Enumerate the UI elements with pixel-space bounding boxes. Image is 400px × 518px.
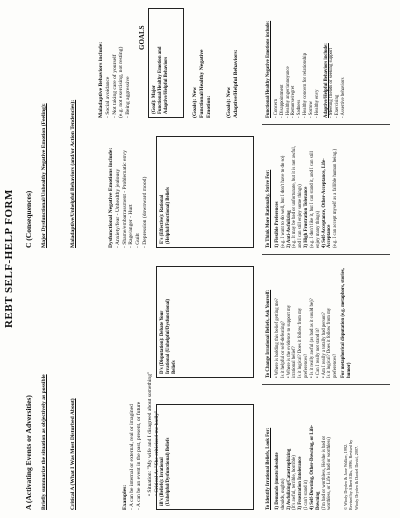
new-behaviors-text: (Goals): New	[226, 86, 232, 118]
ib-hint-line: 2) Awfulizing/Catastrophizing	[286, 448, 292, 510]
ib-hint-line: (I can't stand it)	[304, 479, 310, 510]
healthy-emotion-item: - Healthy anger/annoyance	[285, 66, 291, 118]
maladaptive-behaviors-list	[98, 42, 132, 118]
behavior-item: - Not taking care of yourself	[111, 54, 118, 118]
adaptive-behavior-item: - Meeting friends or seeking support	[329, 48, 335, 118]
d-hint-line: • Am I really a totally bad person?	[321, 312, 327, 378]
d-hint-line: Is it logical? Does it follow from my	[327, 307, 333, 378]
e-hint-line: 4) Self-Acceptance, Other-Acceptance, Life-	[321, 158, 327, 248]
e-hint-line: and I can still enjoy some things)	[298, 184, 304, 248]
goal-box-title: (Goal): Major	[152, 85, 157, 114]
d-box[interactable]	[156, 266, 254, 378]
d-hint-line: • Can I really not stand it?	[315, 327, 321, 378]
situation-line: • Situation: "My wife and I disagreed about something"	[147, 371, 154, 496]
e-hint-line: (e.g. It may be bad or unfortunate, but it is not awful,	[292, 146, 298, 248]
ib-hint-line: (I'm bad or worthless, He/she is bad or	[321, 435, 327, 510]
behavior-item: - Social avoidance	[104, 76, 111, 118]
d-box-title: Irrational (Unhelpful/Dysfunctional)	[165, 298, 171, 374]
e-hints-title: To Think More Rationally, Strive For:	[266, 169, 271, 248]
d-box-title: Beliefs	[171, 360, 177, 374]
d-box-title: D's (Disputation): Debate Your	[160, 310, 165, 374]
goal-box-title: Functional/Healthy Emotion and	[157, 46, 163, 114]
goal-box[interactable]	[148, 8, 184, 118]
c-header: C (Consequences)	[24, 190, 33, 248]
goals-label: GOALS	[138, 25, 146, 50]
copyright-line: Windy Dryden & Daniel David, 2007.	[353, 445, 359, 510]
new-behaviors-label	[226, 49, 240, 118]
behavior-item: - Being aggressive	[125, 76, 132, 118]
ib-box[interactable]	[156, 404, 254, 510]
ib-hint-line: 4) Self-Downing, Other-Downing, or Life-	[309, 424, 315, 510]
ib-hints	[266, 425, 359, 510]
column-divider	[262, 384, 390, 385]
healthy-emotion-item: - Remorse/regret	[291, 85, 297, 118]
new-behaviors-text: Adaptive/Helpful Behaviors:	[232, 49, 239, 118]
example-line: - A can be internal or external, real or imagined	[128, 404, 135, 510]
column-divider	[262, 124, 390, 125]
healthy-emotion-item: - Healthy envy	[314, 89, 320, 118]
adaptive-behaviors-title: Adaptive/Helpful Behaviors include:	[323, 43, 329, 118]
d-hint-line: • Where is the evidence to support my	[286, 304, 292, 378]
new-emotion-text: Functional/Healthy Negative	[198, 49, 205, 118]
ib-hints-title: To Identify Irrational Beliefs, Look For:	[266, 427, 271, 510]
copyright-line: Revised by Albert Ellis, 1996. Revised by	[348, 439, 354, 510]
ib-box-title: iB's (Beliefs): Irrational	[160, 457, 165, 506]
column-divider	[262, 254, 390, 255]
neg-emotion-item: - Guilt	[135, 233, 142, 248]
d-hints-title: To Change Irrational Beliefs, Ask Yourself:	[266, 289, 271, 378]
healthy-emotion-item: - Sorrow	[308, 101, 314, 118]
d-hint-line: For metaphorical disputation (e.g. metaphors, stories, humor)	[341, 268, 352, 378]
ib-hint-line: (It's awful, terrible, horrible)	[292, 455, 298, 510]
copyright-line: © Windy Dryden & Jane Walker, 1992.	[343, 443, 349, 510]
new-emotion-text: Emotion:	[205, 95, 212, 118]
e-hint-line: 1) Flexible Preferences	[274, 201, 280, 248]
d-hint-line: • Is it really awful (as bad as it could be)?	[309, 298, 315, 378]
d-hint-line: irrational belief?	[292, 346, 298, 378]
c-major-label: Major Dysfunctional/Unhealthy Negative Emotion (Feeling):	[41, 103, 47, 248]
e-hint-line: (e.g. I can accept myself as a fallible human being.)	[333, 148, 339, 248]
e-hint-line: enjoy many things)	[315, 210, 321, 248]
examples-label: Examples:	[122, 484, 128, 510]
goal-box-title: Adaptive/Helpful Behaviors	[163, 56, 169, 114]
e-box-title: E's (Effective): Rational	[160, 194, 165, 244]
e-hint-line: 3) High Frustration Tolerance	[304, 186, 310, 248]
ib-hint-line: worthless, or Life is bad or worthless)	[327, 437, 333, 510]
neg-emotions-title: Dysfunctional Negative Emotions include:	[108, 147, 114, 248]
healthy-emotion-item: - Concern	[273, 98, 279, 118]
ib-box-title: (Unhelpful/Dysfunctional) Beliefs	[165, 437, 171, 506]
neg-emotion-item: - Rage/anger - Hurt	[128, 204, 135, 248]
adaptive-behavior-item: - Assertive behaviors	[341, 77, 347, 118]
e-hint-line: 2) Anti-Awfulizing	[286, 210, 292, 248]
e-hint-line: (e.g. I don't like it, but I can stand it, and I can still	[309, 151, 315, 248]
neg-emotion-item: - Shame/embarrassment - Problematic envy	[121, 150, 128, 248]
d-hint-line: Is it logical? Does it follow from my	[298, 307, 304, 378]
e-hints	[266, 146, 339, 248]
example-line: - A can be an event in the past, present, or future	[135, 401, 142, 510]
e-box[interactable]	[156, 136, 254, 248]
c-maladaptive-label: Maladaptive/Unhelpful Behaviors (and/or Action Tendencies):	[70, 99, 76, 248]
goal-hints	[266, 21, 347, 118]
ib-hint-line: 1) Demands (musts/absolute	[274, 452, 280, 510]
neg-emotion-item: - Depression (downward mood)	[142, 176, 149, 248]
adaptive-behavior-item: - Exercising	[335, 94, 341, 118]
neg-emotions-list	[108, 148, 149, 248]
healthy-emotion-item: - Disappointment	[279, 84, 285, 118]
ib-hint-line: Downing	[315, 491, 321, 510]
e-hint-line: (e.g. I want to do well, but I don't have to do so)	[280, 155, 286, 248]
a-header: A (Activating Events or Adversities)	[24, 395, 33, 510]
ib-hint-line: shoulds, oughts)	[280, 478, 286, 510]
behaviors-title: Maladaptive Behaviors include:	[98, 41, 104, 118]
ib-hint-line: 3) Frustration Intolerance	[298, 456, 304, 510]
form-title: REBT SELF-HELP FORM	[3, 189, 15, 328]
behavior-item: (e.g. not exercising, not resting)	[118, 46, 125, 118]
healthy-emotions-title: Functional/Healthy Negative Emotions include:	[266, 20, 271, 118]
situation-line: • Critical A: "She criticized me badly"	[154, 410, 161, 496]
d-hints	[266, 260, 353, 378]
d-hint-line: • Where is holding this belief getting me?	[274, 298, 280, 378]
new-emotion-text: (Goals): New	[192, 86, 198, 118]
new-emotion-label	[192, 49, 212, 118]
neg-emotion-item: - Anxiety/fear - Unhealthy jealousy	[114, 168, 121, 248]
healthy-emotion-item: - Sadness	[297, 99, 303, 118]
a-brief-label: Briefly summarize the situation as objectively as possible	[41, 374, 47, 510]
e-box-title: (Helpful/Functional) Beliefs	[165, 187, 171, 244]
d-hint-line: Is it helpful or self-defeating?	[280, 320, 286, 378]
d-hint-line: preferences?	[304, 353, 310, 378]
a-critical-label: Critical A (What I Was Most Disturbed About)	[70, 398, 76, 510]
healthy-emotion-item: - Healthy concern for relationship	[303, 53, 309, 118]
e-hint-line: Acceptance	[327, 224, 333, 248]
d-hint-line: preferences?	[333, 353, 339, 378]
